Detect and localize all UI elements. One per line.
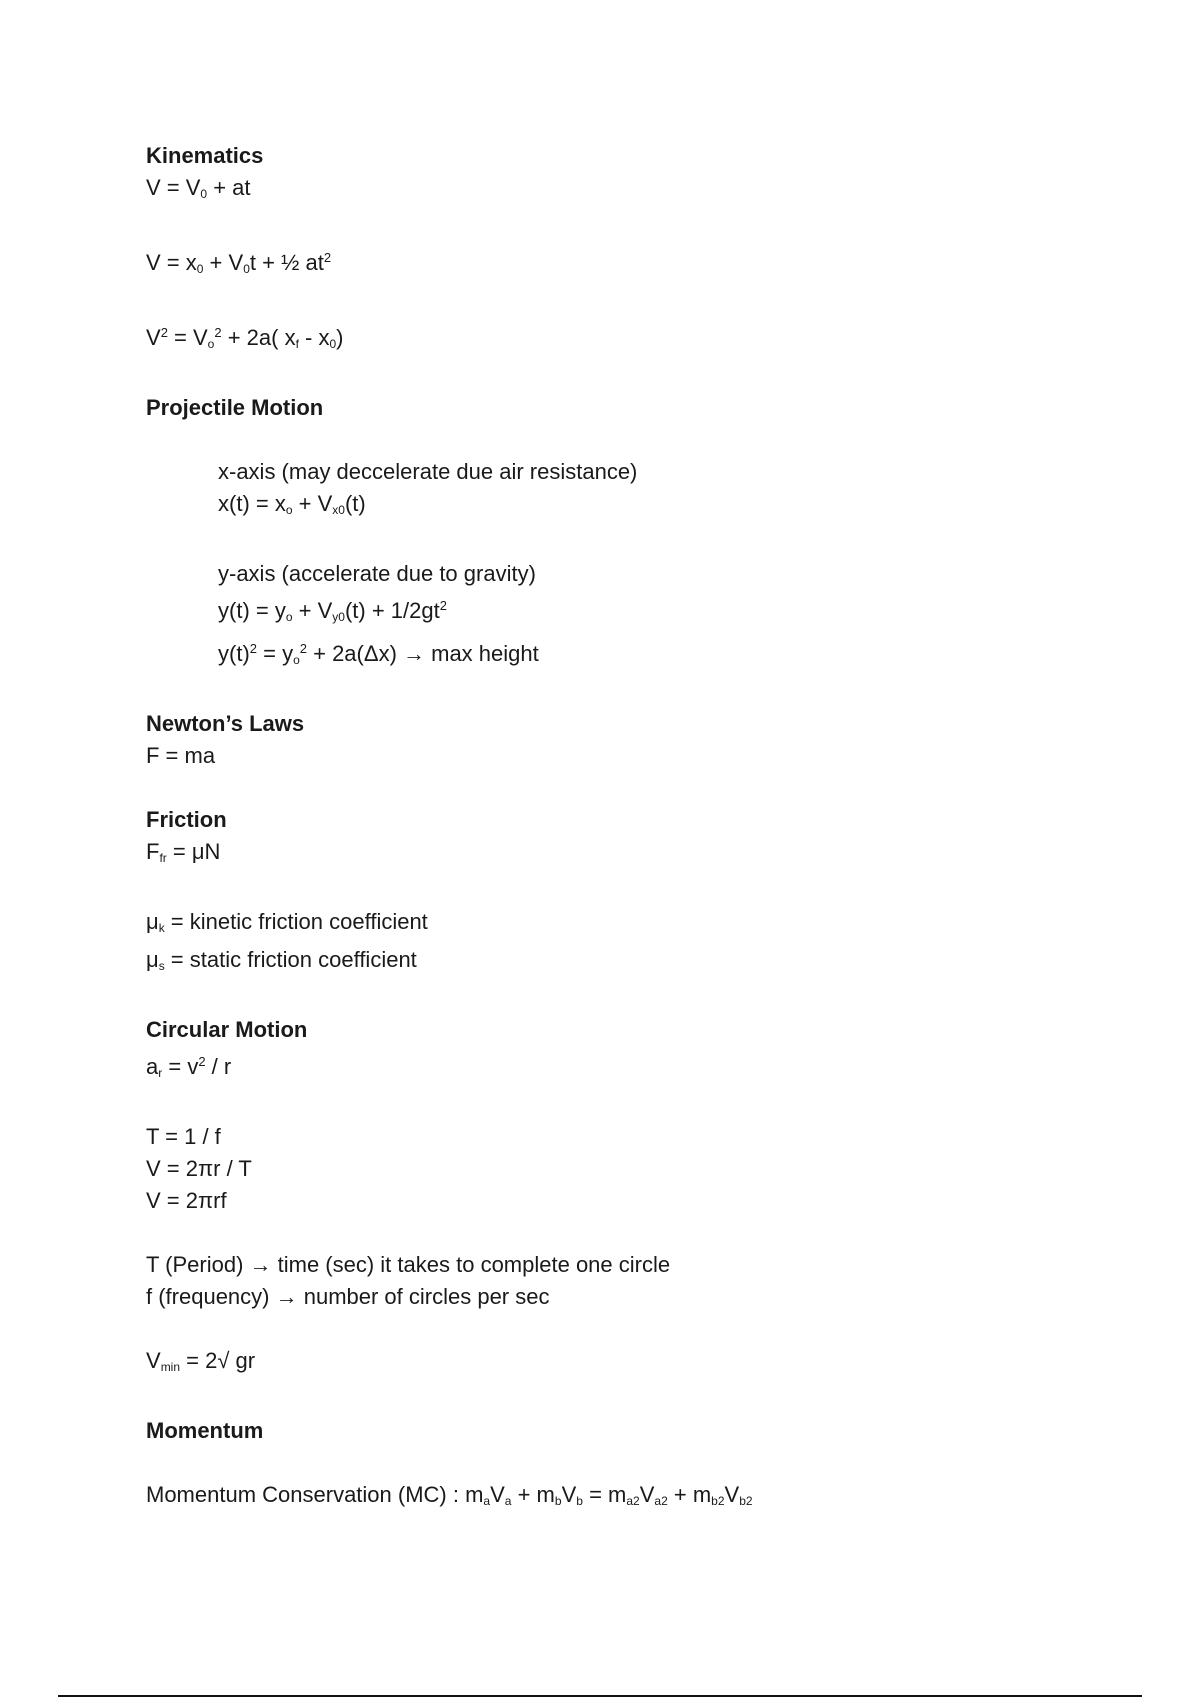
momentum-heading: Momentum bbox=[146, 1418, 264, 1443]
circular-frequency-def: f (frequency) → number of circles per sec bbox=[146, 1284, 550, 1309]
newton-eq: F = ma bbox=[146, 743, 216, 768]
friction-heading: Friction bbox=[146, 807, 227, 832]
newton-heading: Newton’s Laws bbox=[146, 711, 305, 736]
friction-mu-k: $\mu_k$ = kinetic friction coefficient bbox=[146, 909, 428, 935]
projectile-x-eq: $x(t) = x_o + V_{x0}(t)$ bbox=[218, 491, 366, 517]
friction-mu-s: $\mu_s$ = static friction coefficient bbox=[146, 947, 417, 973]
page-bottom-rule bbox=[58, 1695, 1142, 1697]
kinematics-eq-velocity: $V = V_0$ + at bbox=[146, 175, 251, 201]
circular-vmin-eq: $V_{min} = 2√$ gr bbox=[146, 1348, 256, 1374]
projectile-x-label: x-axis (may deccelerate due air resistance) bbox=[218, 459, 638, 484]
circular-velocity-eq1: V = 2πr / T bbox=[146, 1156, 252, 1181]
kinematics-heading: Kinematics bbox=[146, 143, 264, 168]
circular-ar-eq: $a_r = v^2 / r$ bbox=[146, 1054, 232, 1080]
momentum-conservation-eq: Momentum Conservation (MC) : $m_aV_a + m_bV_b = m_{a2}V_{a2} + m_{b2}V_{b2}$ bbox=[146, 1482, 753, 1508]
projectile-y-eq2: $y(t)^2 = y_o^2 + 2a(\Delta x) \to \max$ height bbox=[218, 641, 539, 667]
kinematics-eq-velocity-squared: $V^2 = V_o^2 + 2a$( $x_f - x_0$) bbox=[146, 325, 344, 351]
projectile-y-eq1: $y(t) = y_o + V_{y0}(t) + 1/2gt^2$ bbox=[218, 598, 447, 624]
circular-velocity-eq2: V = 2πrf bbox=[146, 1188, 227, 1213]
circular-heading: Circular Motion bbox=[146, 1017, 308, 1042]
circular-period-eq: T = 1 / f bbox=[146, 1124, 221, 1149]
projectile-heading: Projectile Motion bbox=[146, 395, 324, 420]
circular-period-def: T (Period) → time (sec) it takes to complete one circle bbox=[146, 1252, 671, 1277]
friction-eq: $F_{fr} = \mu N$ bbox=[146, 839, 221, 865]
document-page bbox=[146, 140, 1106, 1517]
kinematics-eq-position: $V = x_0 + V_0t$ + ½ $at^2$ bbox=[146, 250, 332, 276]
projectile-y-label: y-axis (accelerate due to gravity) bbox=[218, 561, 536, 586]
